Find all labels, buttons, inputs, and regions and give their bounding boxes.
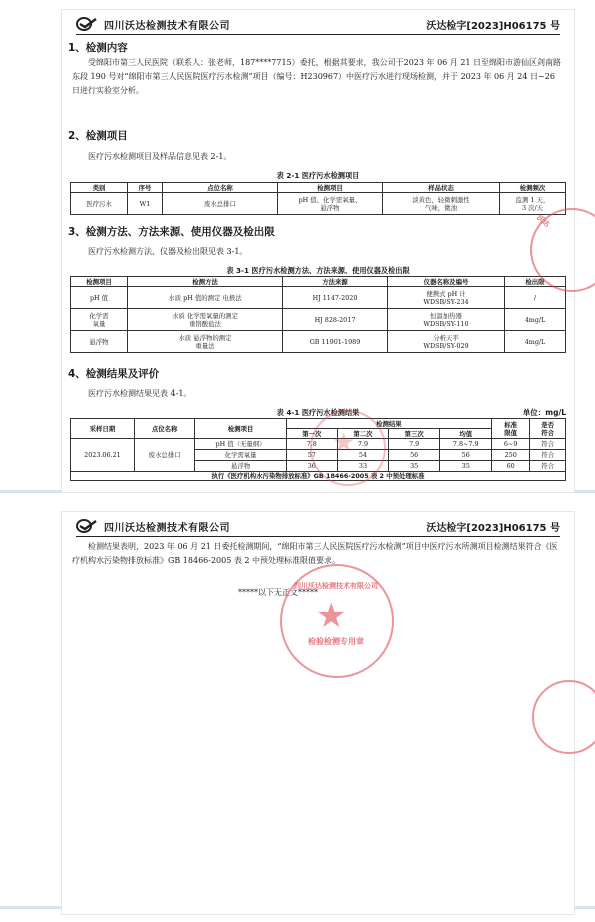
- page-header: [76, 14, 560, 35]
- table-cell: 分析天平 WDSB/SY-029: [388, 331, 505, 353]
- table-header-cell: 点位名称: [163, 183, 278, 193]
- table-cell: HJ 828-2017: [283, 309, 388, 331]
- document-number: 沃达检字[2023]H06175 号: [426, 522, 560, 534]
- document-number: 沃达检字[2023]H06175 号: [426, 20, 560, 32]
- table-cell: 33: [337, 461, 388, 472]
- partial-seal-right: [532, 680, 595, 754]
- table-cell: 水质 悬浮物的测定 重量法: [128, 331, 283, 353]
- conclusion-text: 检测结果表明，2023 年 06 月 21 日委托检测期间，“绵阳市第三人民医院医疗污水检测”项目中医疗污水所测项目检测结果符合《医疗机构水污染物排放标准》GB 18466-2005 表 2 中预处理标准限值要求。: [72, 542, 558, 565]
- company-logo-icon: [76, 519, 98, 533]
- table-cell: 7.9: [337, 439, 388, 450]
- end-of-text-mark: *****以下无正文*****: [238, 588, 318, 597]
- section-title-2: 2、检测项目: [68, 130, 128, 142]
- seal-text: 四川沃达检测技术有限公司: [294, 582, 378, 590]
- table-cell: 化学需 氧量: [71, 309, 128, 331]
- table-cell: 恒温加热器 WDSB/SY-110: [388, 309, 505, 331]
- table-header-cell: 序号: [128, 183, 163, 193]
- table-cell: 符合: [530, 461, 566, 472]
- table-cell: 250: [492, 450, 530, 461]
- table-3-1-caption: 表 3-1 医疗污水检测方法、方法来源、使用仪器及检出限: [226, 266, 410, 275]
- company-name: 四川沃达检测技术有限公司: [104, 522, 230, 534]
- table-cell: 符合: [530, 450, 566, 461]
- table-header-cell: 检测频次: [500, 183, 566, 193]
- partial-seal-text: 沃达: [535, 213, 551, 229]
- table-2-1-caption: 表 2-1 医疗污水检测项目: [276, 171, 360, 180]
- table-header-cell: 检出限: [505, 277, 566, 287]
- table-header-cell: 是否 符合: [530, 419, 566, 439]
- table-cell: 6~9: [492, 439, 530, 450]
- table-cell: 35: [389, 461, 440, 472]
- table-footer-note: 执行《医疗机构水污染物排放标准》GB 18466-2005 表 2 中预处理标准: [71, 472, 566, 481]
- table-header-cell: 检测项目: [195, 419, 286, 439]
- table-header-cell: 标准 限值: [492, 419, 530, 439]
- table-cell: 57: [286, 450, 337, 461]
- table-2-1: [70, 182, 566, 215]
- table-cell: pH 值: [71, 287, 128, 309]
- table-cell: 符合: [530, 439, 566, 450]
- table-header-cell: 检测项目: [71, 277, 128, 287]
- company-logo-icon: [76, 17, 98, 31]
- table-header-cell: 检测项目: [278, 183, 383, 193]
- table-cell: 7.9: [389, 439, 440, 450]
- table-cell: 7.8~7.9: [440, 439, 492, 450]
- seal-star-icon: ★: [332, 428, 356, 458]
- table-cell: 化学需氧量: [195, 450, 286, 461]
- table-cell: 水质 化学需氧量的测定 重铬酸盐法: [128, 309, 283, 331]
- section-title-3: 3、检测方法、方法来源、使用仪器及检出限: [68, 226, 275, 238]
- table-cell: 淡黄色，轻微刺激性 气味，微浊: [383, 193, 500, 215]
- table-header-cell: 仪器名称及编号: [388, 277, 505, 287]
- table-3-1: [70, 276, 566, 353]
- table-cell: 监测 1 天， 3 次/天: [500, 193, 566, 215]
- table-header-cell: 检测方法: [128, 277, 283, 287]
- table-header-cell: 采样日期: [71, 419, 135, 439]
- table-cell: 悬浮物: [195, 461, 286, 472]
- section-body-1: 受绵阳市第三人民医院（联系人：张老师，187****7715）委托，根据其要求，我公司于2023 年 06 月 21 日至绵阳市游仙区剑南路东段 190 号对“绵阳市第三人民医院医疗污水检测”项目（编号：H230967）中医疗污水进行现场检测，并于 2023 年 06 月 24 日~26 日进行实验室分析。: [72, 58, 562, 95]
- table-header-cell: 均值: [440, 429, 492, 439]
- table-header-cell: 第三次: [389, 429, 440, 439]
- page-header: [76, 516, 560, 537]
- section-body-4: 医疗污水检测结果见表 4-1。: [88, 389, 192, 398]
- table-cell: 废水总排口: [163, 193, 278, 215]
- table-header-cell: 方法来源: [283, 277, 388, 287]
- report-page-2: [62, 512, 574, 914]
- table-header-cell: 第一次: [286, 429, 337, 439]
- table-header-cell: 检测结果: [286, 419, 491, 429]
- table-cell: W1: [128, 193, 163, 215]
- section-body-3: 医疗污水检测方法、仪器及检出限见表 3-1。: [88, 247, 248, 256]
- company-name: 四川沃达检测技术有限公司: [104, 20, 230, 32]
- table-cell: 便携式 pH 计 WDSB/SY-234: [388, 287, 505, 309]
- section-title-4: 4、检测结果及评价: [68, 368, 160, 380]
- table-cell: 60: [492, 461, 530, 472]
- table-cell: 36: [286, 461, 337, 472]
- table-header-cell: 类别: [71, 183, 128, 193]
- table-cell: 4mg/L: [505, 309, 566, 331]
- table-4-1-caption: 表 4-1 医疗污水检测结果: [276, 408, 360, 417]
- table-cell: 4mg/L: [505, 331, 566, 353]
- table-cell: pH 值、化学需氧量、 悬浮物: [278, 193, 383, 215]
- table-cell: GB 11901-1989: [283, 331, 388, 353]
- table-header-cell: 第二次: [337, 429, 388, 439]
- seal-star-icon: ★: [316, 596, 347, 636]
- table-cell: 54: [337, 450, 388, 461]
- table-cell: 水质 pH 值的测定 电极法: [128, 287, 283, 309]
- section-title-1: 1、检测内容: [68, 42, 128, 54]
- table-cell: 56: [389, 450, 440, 461]
- section-body-2: 医疗污水检测项目及样品信息见表 2-1。: [88, 152, 232, 161]
- table-cell: pH 值（无量纲）: [195, 439, 286, 450]
- report-page-1: [62, 10, 574, 492]
- table-cell: HJ 1147-2020: [283, 287, 388, 309]
- table-cell: 废水总排口: [134, 439, 195, 472]
- seal-subtext: 检验检测专用章: [308, 637, 364, 646]
- unit-label: 单位：mg/L: [522, 408, 566, 417]
- table-cell: 医疗污水: [71, 193, 128, 215]
- table-header-cell: 点位名称: [134, 419, 195, 439]
- table-cell: 悬浮物: [71, 331, 128, 353]
- table-cell: 35: [440, 461, 492, 472]
- table-cell: 2023.06.21: [71, 439, 135, 472]
- table-cell: /: [505, 287, 566, 309]
- table-cell: 56: [440, 450, 492, 461]
- table-cell: 7.8: [286, 439, 337, 450]
- table-header-cell: 样品状态: [383, 183, 500, 193]
